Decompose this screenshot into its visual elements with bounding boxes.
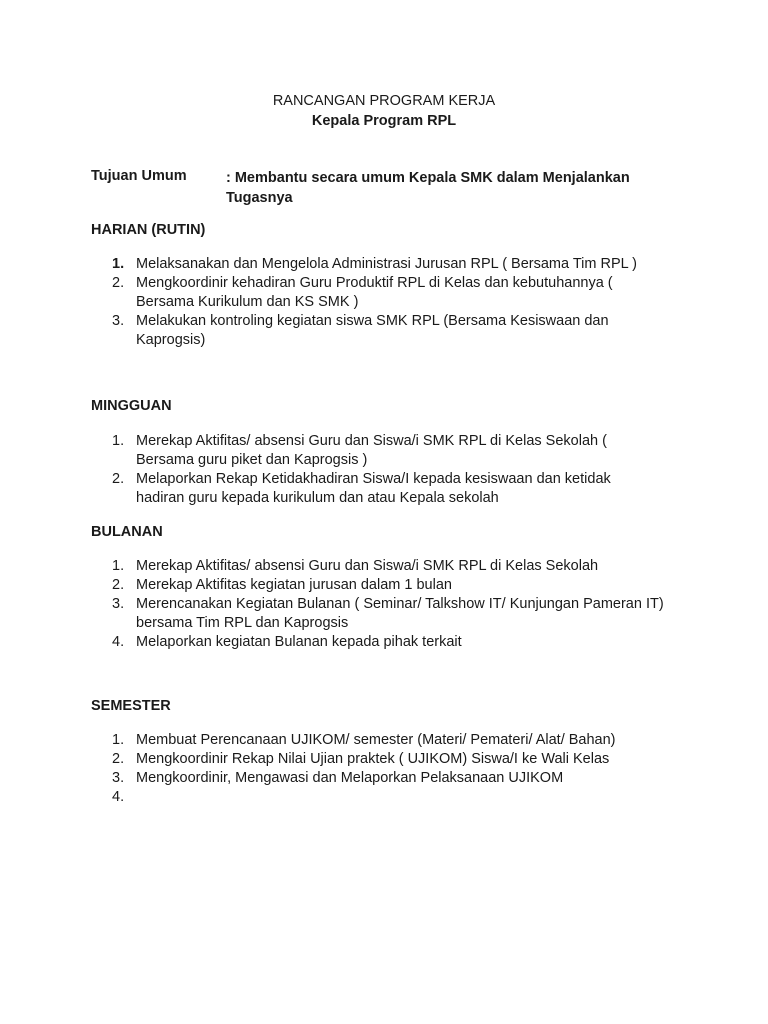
list-item-text: Mengkoordinir, Mengawasi dan Melaporkan Pelaksanaan UJIKOM — [136, 770, 564, 786]
list-mingguan — [91, 432, 671, 508]
list-item — [91, 633, 671, 652]
list-item-text: Merencanakan Kegiatan Bulanan ( Seminar/ Talkshow IT/ Kunjungan Pameran IT) bersama Tim RPL dan Kaprogsis — [136, 596, 664, 631]
list-item-text: Membuat Perencanaan UJIKOM/ semester (Materi/ Pemateri/ Alat/ Bahan) — [136, 732, 616, 748]
list-number: 2. — [112, 275, 125, 291]
list-item — [91, 788, 671, 807]
list-item-text: Merekap Aktifitas kegiatan jurusan dalam 1 bulan — [136, 577, 452, 593]
list-item-text — [136, 789, 140, 805]
document-title: RANCANGAN PROGRAM KERJA — [272, 93, 496, 109]
list-number: 3. — [112, 313, 125, 329]
goal-label: Tujuan Umum — [91, 168, 187, 184]
list-bulanan — [91, 557, 671, 652]
goal-text: : Membantu secara umum Kepala SMK dalam Menjalankan Tugasnya — [226, 170, 630, 206]
list-item-text: Melaporkan Rekap Ketidakhadiran Siswa/I kepada kesiswaan dan ketidak hadiran guru kepada kurikulum dan atau Kepala sekolah — [136, 471, 611, 506]
list-item-text: Melakukan kontroling kegiatan siswa SMK RPL (Bersama Kesiswaan dan Kaprogsis) — [136, 313, 609, 348]
list-item-text: Merekap Aktifitas/ absensi Guru dan Siswa/i SMK RPL di Kelas Sekolah ( Bersama guru piket dan Kaprogsis ) — [136, 433, 607, 468]
list-number: 2. — [112, 751, 125, 767]
list-number: 1. — [112, 256, 125, 272]
list-item — [91, 731, 671, 750]
list-item — [91, 595, 671, 633]
section-heading-harian: HARIAN (RUTIN) — [91, 222, 206, 238]
list-number: 1. — [112, 732, 125, 748]
list-number: 3. — [112, 596, 125, 612]
list-item — [91, 470, 671, 508]
list-number: 4. — [112, 789, 125, 805]
list-item — [91, 432, 671, 470]
list-number: 3. — [112, 770, 125, 786]
list-item — [91, 769, 671, 788]
list-harian — [91, 255, 671, 350]
list-item-text: Merekap Aktifitas/ absensi Guru dan Siswa/i SMK RPL di Kelas Sekolah — [136, 558, 599, 574]
list-item — [91, 274, 671, 312]
list-number: 1. — [112, 558, 125, 574]
section-heading-bulanan: BULANAN — [91, 524, 163, 540]
list-number: 2. — [112, 577, 125, 593]
list-item-text: Melaporkan kegiatan Bulanan kepada pihak terkait — [136, 634, 462, 650]
section-heading-mingguan: MINGGUAN — [91, 398, 172, 414]
section-heading-semester: SEMESTER — [91, 698, 171, 714]
list-semester — [91, 731, 671, 807]
list-item — [91, 255, 671, 274]
list-item-text: Mengkoordinir Rekap Nilai Ujian praktek ( UJIKOM) Siswa/I ke Wali Kelas — [136, 751, 610, 767]
list-number: 4. — [112, 634, 125, 650]
list-item — [91, 750, 671, 769]
document-subtitle: Kepala Program RPL — [311, 113, 457, 129]
list-number: 1. — [112, 433, 125, 449]
list-item — [91, 576, 671, 595]
list-item — [91, 312, 671, 350]
list-item-text: Mengkoordinir kehadiran Guru Produktif RPL di Kelas dan kebutuhannya ( Bersama Kurikulum dan KS SMK ) — [136, 275, 613, 310]
list-item — [91, 557, 671, 576]
list-number: 2. — [112, 471, 125, 487]
list-item-text: Melaksanakan dan Mengelola Administrasi Jurusan RPL ( Bersama Tim RPL ) — [136, 256, 638, 272]
